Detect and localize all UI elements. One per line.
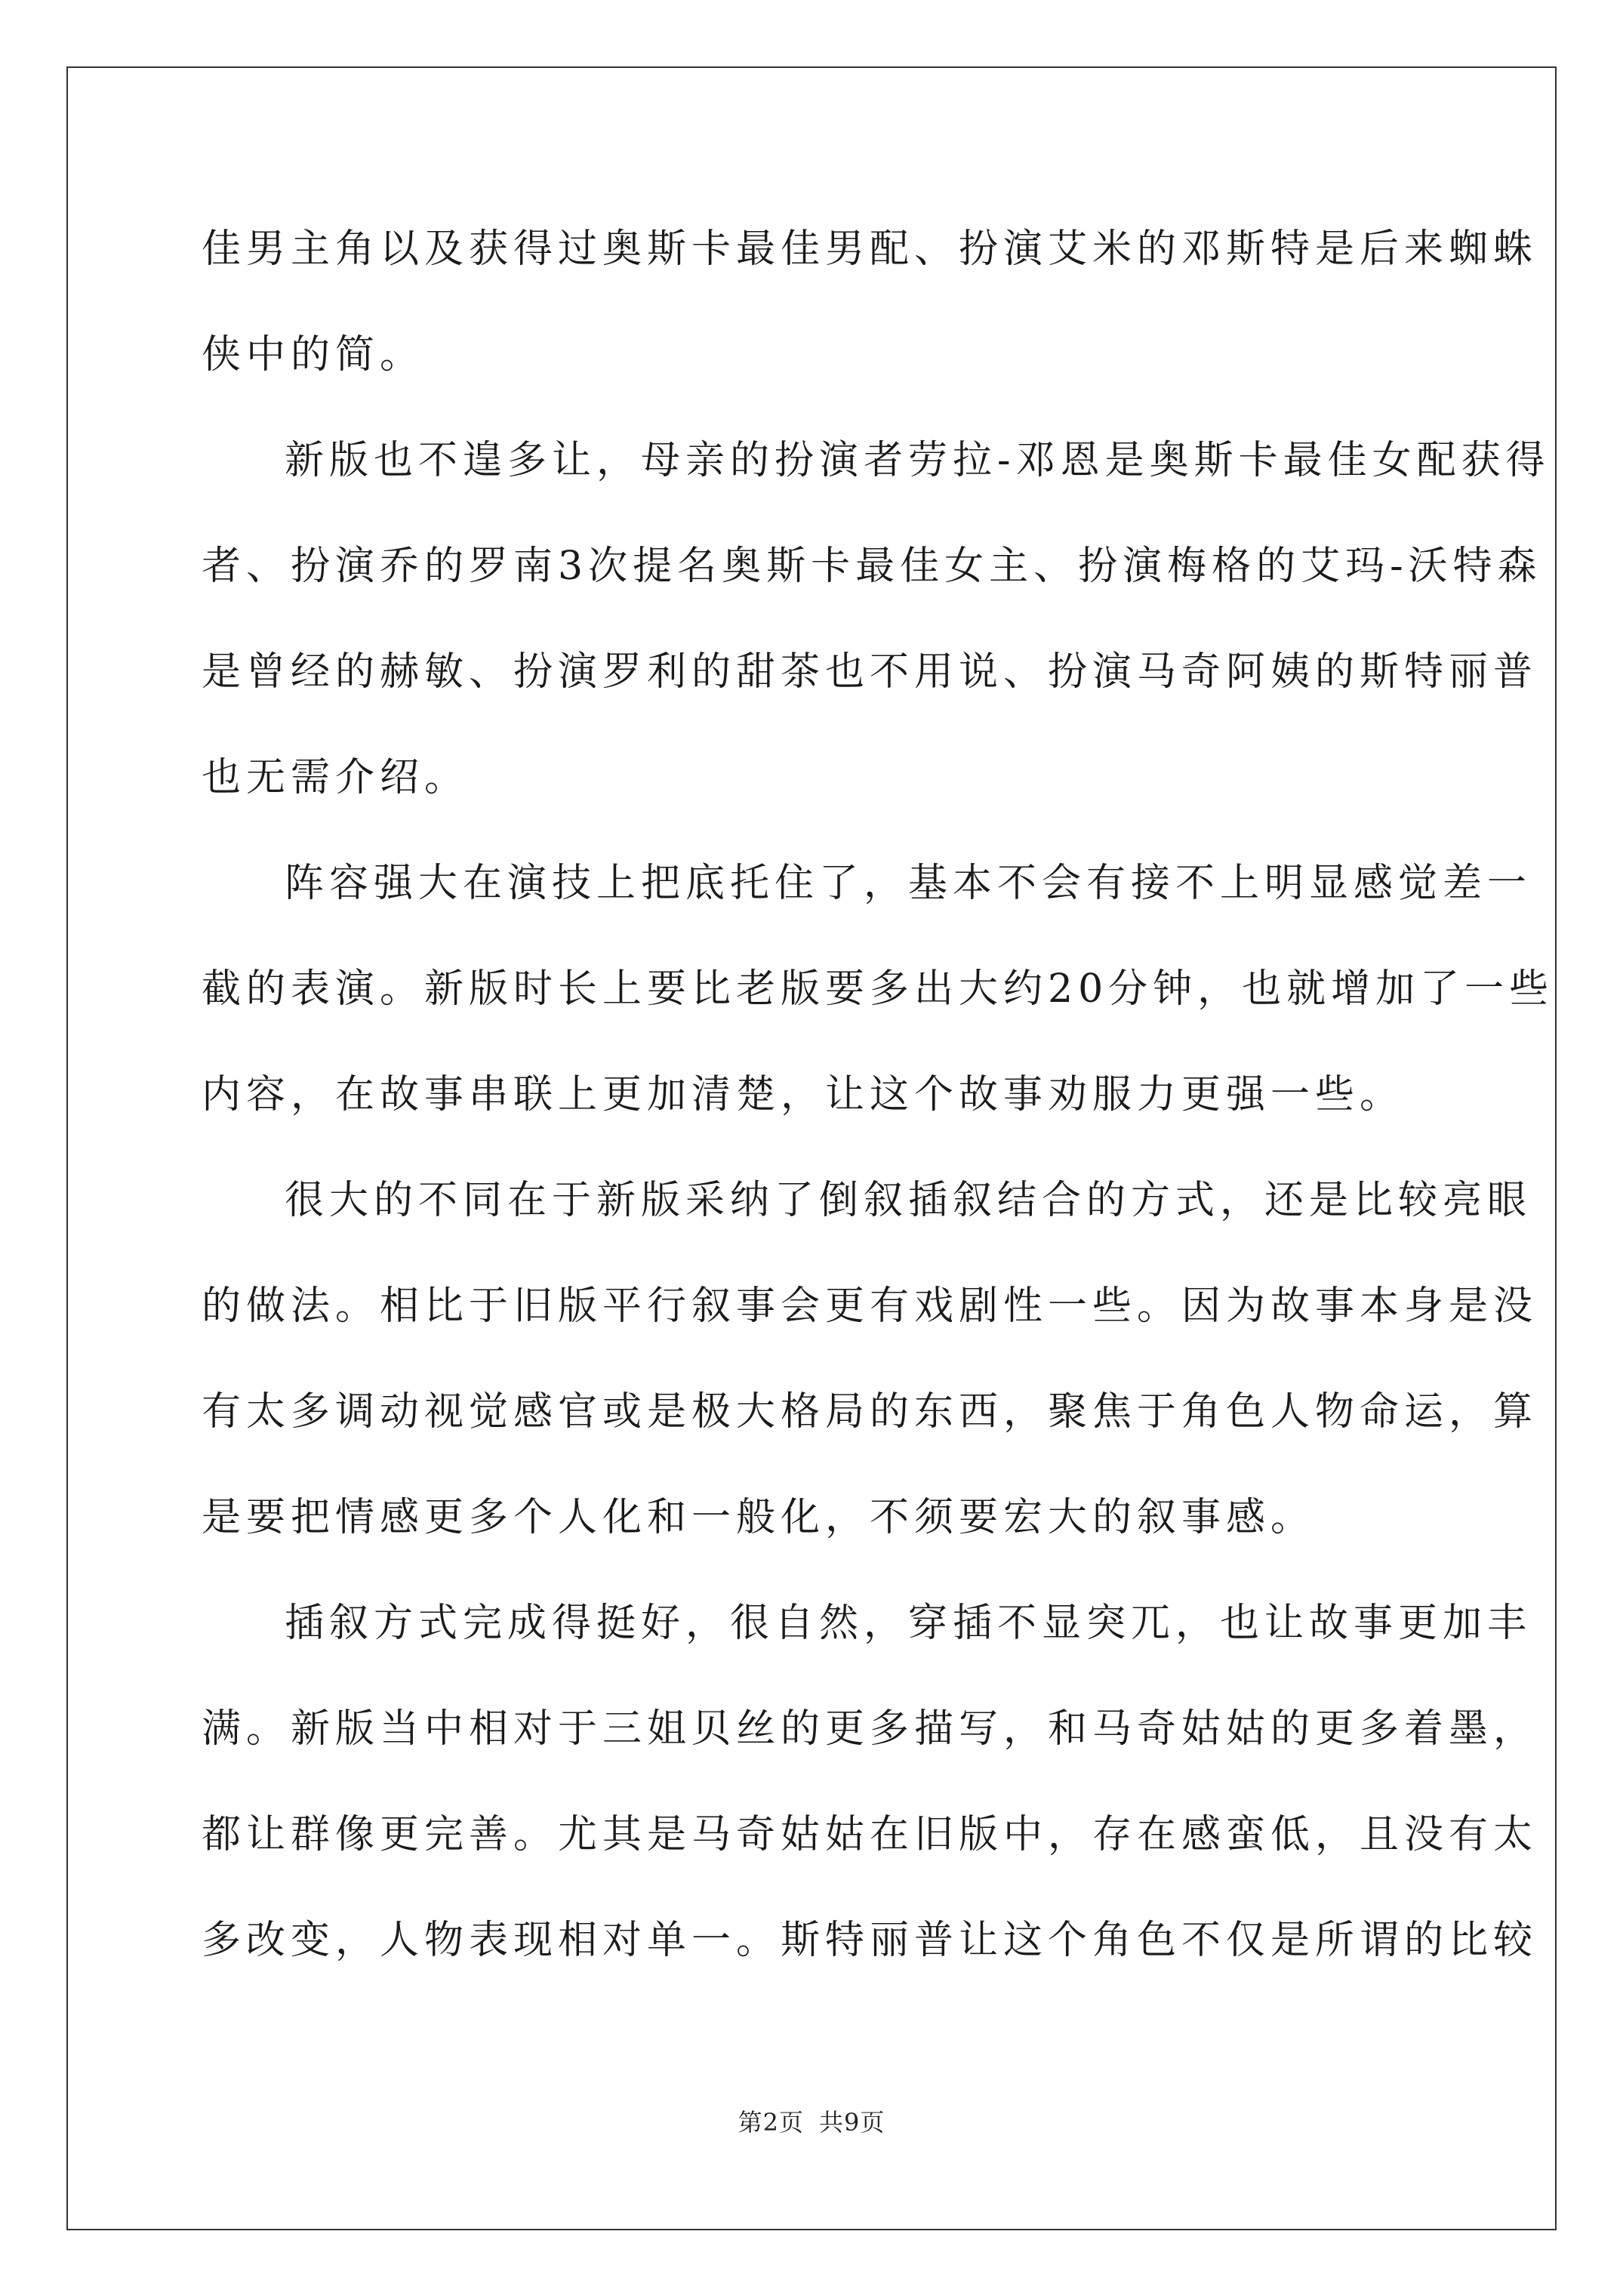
- text-line: 截的表演。新版时长上要比老版要多出大约20分钟，也就增加了一些: [202, 966, 1554, 1012]
- text-line: 是要把情感更多个人化和一般化，不须要宏大的叙事感。: [202, 1495, 1316, 1540]
- text-line: 满。新版当中相对于三姐贝丝的更多描写，和马奇姑姑的更多着墨，: [202, 1706, 1538, 1752]
- text-line: 都让群像更完善。尤其是马奇姑姑在旧版中，存在感蛮低，且没有太: [202, 1812, 1538, 1857]
- text-line: 阵容强大在演技上把底托住了，基本不会有接不上明显感觉差一: [285, 861, 1532, 906]
- page-footer: [0, 2103, 1623, 2138]
- text-line: 是曾经的赫敏、扮演罗利的甜茶也不用说、扮演马奇阿姨的斯特丽普: [202, 649, 1538, 695]
- text-line: 的做法。相比于旧版平行叙事会更有戏剧性一些。因为故事本身是没: [202, 1284, 1538, 1329]
- page-total: 共9页: [819, 2108, 885, 2137]
- text-line: 有太多调动视觉感官或是极大格局的东西，聚焦于角色人物命运，算: [202, 1389, 1538, 1435]
- text-line: 侠中的简。: [202, 332, 425, 378]
- page-number: 第2页: [738, 2108, 804, 2137]
- text-line: 内容，在故事串联上更加清楚，让这个故事劝服力更强一些。: [202, 1072, 1405, 1117]
- text-line: 插叙方式完成得挺好，很自然，穿插不显突兀，也让故事更加丰: [285, 1601, 1532, 1646]
- text-line: 新版也不遑多让，母亲的扮演者劳拉-邓恩是奥斯卡最佳女配获得: [285, 438, 1551, 483]
- text-line: 多改变，人物表现相对单一。斯特丽普让这个角色不仅是所谓的比较: [202, 1918, 1538, 1963]
- text-line: 很大的不同在于新版采纳了倒叙插叙结合的方式，还是比较亮眼: [285, 1178, 1532, 1223]
- text-line: 者、扮演乔的罗南3次提名奥斯卡最佳女主、扮演梅格的艾玛-沃特森: [202, 544, 1542, 589]
- document-body: [202, 213, 1554, 2010]
- text-line: 也无需介绍。: [202, 755, 470, 800]
- text-line: 佳男主角以及获得过奥斯卡最佳男配、扮演艾米的邓斯特是后来蜘蛛: [202, 227, 1538, 272]
